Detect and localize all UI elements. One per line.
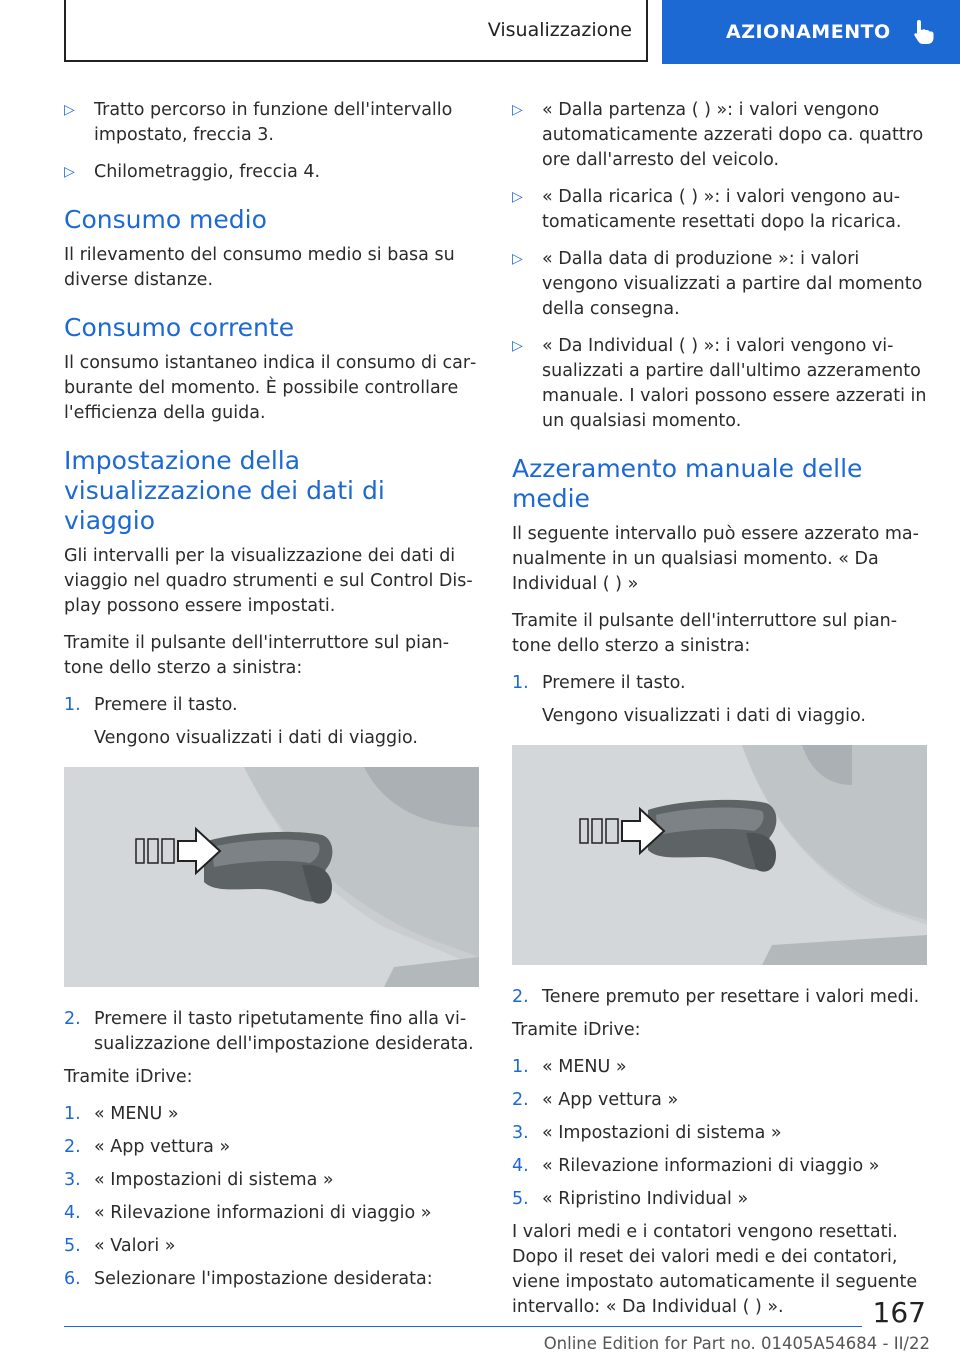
bullet-triangle-icon: ▷: [512, 102, 523, 118]
idrive-step: 1. « MENU »: [512, 1057, 627, 1077]
paragraph: Tramite iDrive:: [64, 1067, 193, 1087]
idrive-step: 2. « App vettura »: [64, 1137, 231, 1157]
step-item: 1. Premere il tasto.: [64, 695, 238, 715]
step-result: Vengono visualizzati i dati di viaggio.: [94, 728, 418, 748]
paragraph: Il seguente intervallo può essere azzerato manualmente in un qualsiasi momento. « Da Individual ( ) »: [512, 524, 919, 594]
header-chapter-title: AZIONAMENTO: [726, 21, 891, 43]
pointing-hand-icon: [913, 19, 935, 45]
paragraph: Il consumo istantaneo indica il consumo di carburante del momento. È possibile controllare l'efficienza della guida.: [64, 353, 477, 423]
step-item: 2. Tenere premuto per resettare i valori medi.: [512, 987, 920, 1007]
bullet-triangle-icon: ▷: [64, 102, 75, 118]
step-result: Vengono visualizzati i dati di viaggio.: [542, 706, 866, 726]
idrive-step: 2. « App vettura »: [512, 1090, 679, 1110]
list-item: ▷ « Dalla partenza ( ) »: i valori vengono automaticamente azzerati dopo ca. quattro ore dall'arresto del veicolo.: [512, 100, 924, 170]
heading-impostazione: Impostazione della visualizzazione dei dati di viaggio: [64, 446, 385, 535]
steering-lever-photo: [512, 745, 927, 965]
heading-consumo-corrente: Consumo corrente: [64, 313, 295, 342]
list-item: ▷ Tratto percorso in funzione dell'intervallo impostato, freccia 3.: [64, 100, 453, 145]
left-column: [64, 98, 479, 1300]
list-item: ▷ Chilometraggio, freccia 4.: [64, 160, 479, 185]
idrive-step: 4. « Rilevazione informazioni di viaggio »: [64, 1203, 432, 1223]
idrive-step: 3. « Impostazioni di sistema »: [64, 1170, 334, 1190]
heading-azzeramento: Azzeramento manuale delle medie: [512, 454, 863, 513]
bullet-triangle-icon: ▷: [512, 251, 523, 267]
bullet-triangle-icon: ▷: [512, 338, 523, 354]
idrive-step: 5. « Ripristino Individual »: [512, 1189, 749, 1209]
page-number: 167: [872, 1296, 926, 1329]
paragraph: Tramite il pulsante dell'interruttore sul piantone dello sterzo a sinistra:: [64, 633, 450, 678]
paragraph: Tramite il pulsante dell'interruttore sul piantone dello sterzo a sinistra:: [512, 611, 898, 656]
paragraph: Il rilevamento del consumo medio si basa su diverse distanze.: [64, 245, 455, 290]
list-item: ▷ « Dalla data di produzione »: i valori vengono visualizzati a partire dal momento della consegna.: [512, 249, 923, 319]
idrive-step: 5. « Valori »: [64, 1236, 176, 1256]
idrive-step: 3. « Impostazioni di sistema »: [512, 1123, 782, 1143]
step-item: 1. Premere il tasto.: [512, 673, 686, 693]
paragraph: Gli intervalli per la visualizzazione dei dati di viaggio nel quadro strumenti e sul Control Display possono essere impostati.: [64, 546, 473, 616]
footer-divider: [64, 1326, 862, 1327]
idrive-step: 6. Selezionare l'impostazione desiderata:: [64, 1269, 433, 1289]
heading-consumo-medio: Consumo medio: [64, 205, 267, 234]
header-section-box: [64, 0, 648, 62]
bullet-triangle-icon: ▷: [64, 164, 75, 180]
header-section-title: Visualizzazione: [487, 19, 632, 41]
bullet-triangle-icon: ▷: [512, 189, 523, 205]
idrive-step: 4. « Rilevazione informazioni di viaggio »: [512, 1156, 880, 1176]
footer-edition: Online Edition for Part no. 01405A54684 - II/22: [543, 1334, 930, 1353]
list-item: ▷ « Dalla ricarica ( ) »: i valori vengono automaticamente resettati dopo la ricarica.: [512, 187, 902, 232]
paragraph: Tramite iDrive:: [512, 1020, 641, 1040]
paragraph: I valori medi e i contatori vengono resettati. Dopo il reset dei valori medi e dei contatori, viene impostato automaticamente il seguente intervallo: « Da Individual ( ) ».: [512, 1222, 918, 1317]
list-item: ▷ « Da Individual ( ) »: i valori vengono visualizzati a partire dall'ultimo azzeramento manuale. I valori possono essere azzerati in un qualsiasi momento.: [512, 336, 927, 431]
right-column: [512, 98, 927, 1332]
step-item: 2. Premere il tasto ripetutamente fino alla visualizzazione dell'impostazione desiderata.: [64, 1009, 474, 1054]
steering-lever-photo: [64, 767, 479, 987]
idrive-step: 1. « MENU »: [64, 1104, 179, 1124]
header-chapter-tab: [662, 0, 960, 64]
